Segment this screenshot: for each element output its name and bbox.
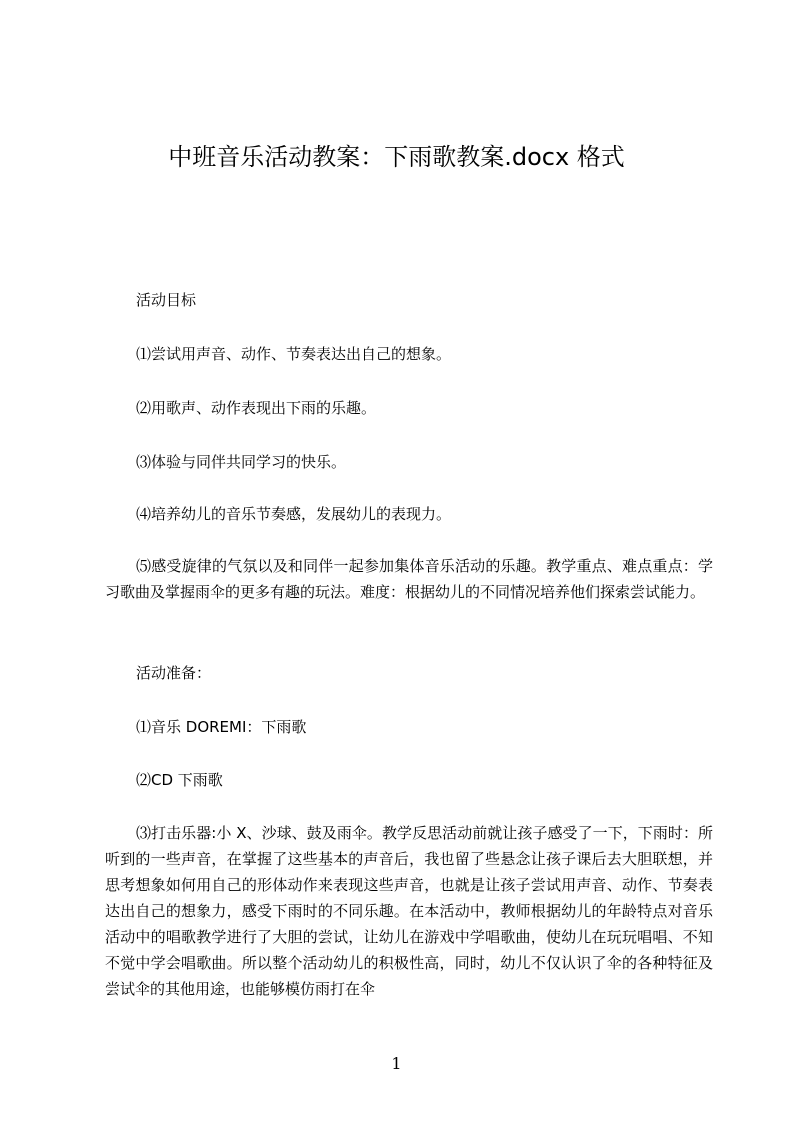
document-title: 中班音乐活动教案：下雨歌教案.docx 格式 [168,143,625,171]
paragraph-prep-2: ⑵CD 下雨歌 [136,771,223,789]
paragraph-preparation-heading: 活动准备： [136,664,212,682]
paragraph-goal-5: ⑸感受旋律的气氛以及和同伴一起参加集体音乐活动的乐趣。教学重点、难点重点：学习歌曲及掌握雨伞的更多有趣的玩法。难度：根据幼儿的不同情况培养他们探索尝试能力。 [105,557,713,601]
paragraph-goal-2: ⑵用歌声、动作表现出下雨的乐趣。 [136,399,377,417]
paragraph-prep-3: ⑶打击乐器:小 X、沙球、鼓及雨伞。教学反思活动前就让孩子感受了一下，下雨时：所听到的一些声音，在掌握了这些基本的声音后，我也留了些悬念让孩子课后去大胆联想，并思考想象如何用自己的形体动作来表现这些声音，也就是让孩子尝试用声音、动作、节奏表达出自己的想象力，感受下雨时的不同乐趣。在本活动中，教师根据幼儿的年龄特点对音乐活动中的唱歌教学进行了大胆的尝试，让幼儿在游戏中学唱歌曲，使幼儿在玩玩唱唱、不知不觉中学会唱歌曲。所以整个活动幼儿的积极性高，同时，幼儿不仅认识了伞的各种特征及尝试伞的其他用途，也能够模仿雨打在伞 [105,824,713,998]
paragraph-goal-4: ⑷培养幼儿的音乐节奏感，发展幼儿的表现力。 [136,505,452,523]
paragraph-activity-goals-heading: 活动目标 [136,291,197,309]
page-number: 1 [391,1054,402,1073]
paragraph-goal-3: ⑶体验与同伴共同学习的快乐。 [136,453,347,471]
paragraph-goal-1: ⑴尝试用声音、动作、节奏表达出自己的想象。 [136,345,452,363]
paragraph-prep-1: ⑴音乐 DOREMI：下雨歌 [136,718,307,736]
